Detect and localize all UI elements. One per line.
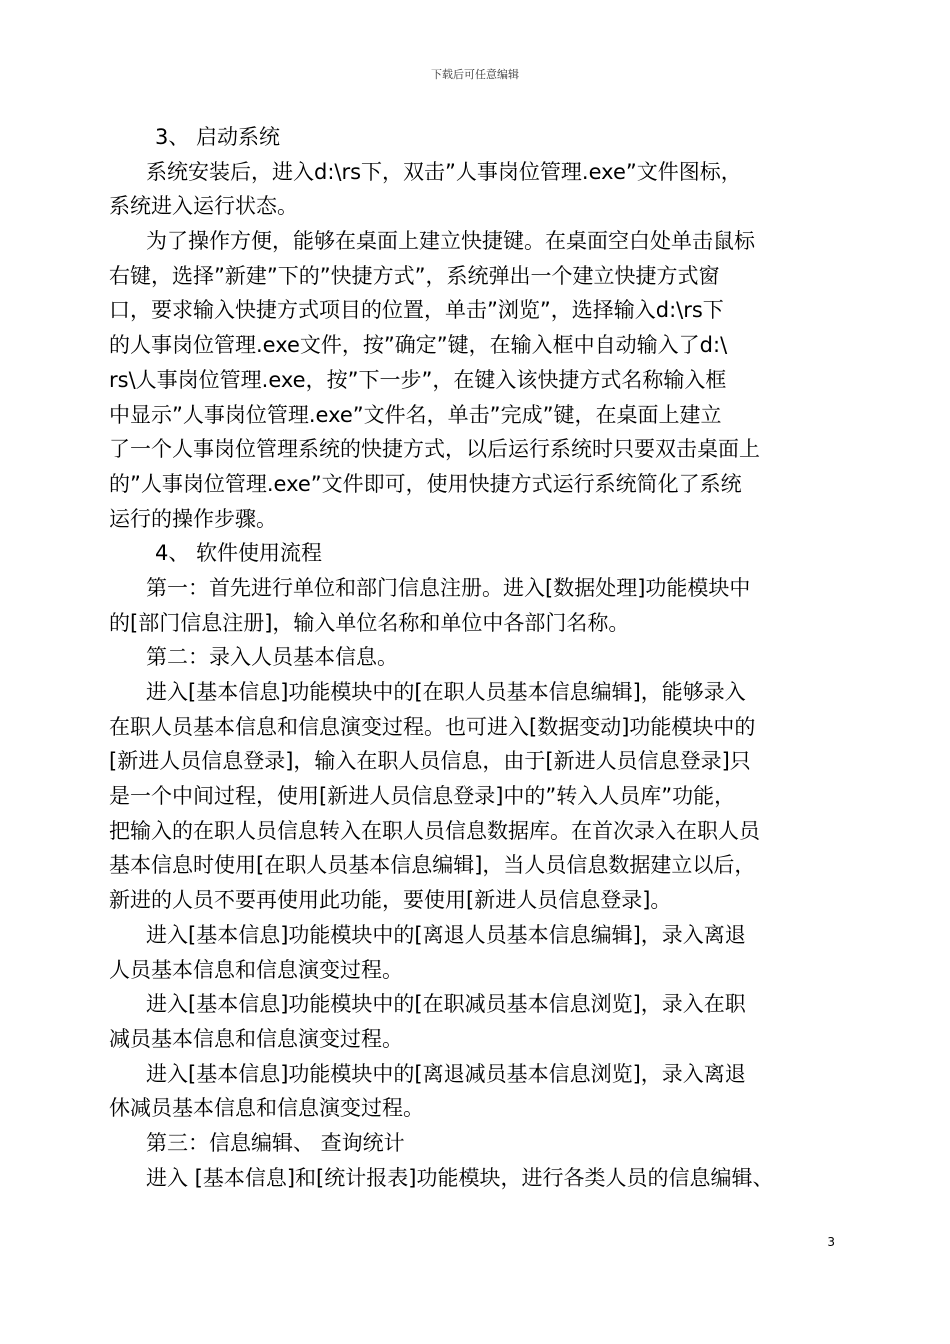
paragraph-line: 是一个中间过程，使用[新进人员信息登录]中的”转入人员库”功能， bbox=[109, 784, 736, 809]
paragraph-line: 系统进入运行状态。 bbox=[109, 194, 298, 219]
paragraph-line: rs\人事岗位管理.exe，按”下一步”，在键入该快捷方式名称输入框 bbox=[109, 367, 727, 392]
paragraph-line: 系统安装后，进入d:\rs下，双击”人事岗位管理.exe”文件图标， bbox=[146, 159, 742, 184]
page-header: 下载后可任意编辑 bbox=[431, 68, 519, 81]
paragraph-line: 第一：首先进行单位和部门信息注册。进入[数据处理]功能模块中 bbox=[146, 575, 751, 600]
paragraph-line: 休减员基本信息和信息演变过程。 bbox=[109, 1096, 424, 1121]
paragraph-line: 第二：录入人员基本信息。 bbox=[146, 645, 398, 670]
paragraph-line: 人员基本信息和信息演变过程。 bbox=[109, 957, 403, 982]
paragraph-line: 运行的操作步骤。 bbox=[109, 506, 277, 531]
paragraph-line: 进入[基本信息]功能模块中的[在职减员基本信息浏览]，录入在职 bbox=[146, 992, 746, 1017]
paragraph-line: 进入[基本信息]功能模块中的[离退减员基本信息浏览]，录入离退 bbox=[146, 1061, 746, 1086]
paragraph-line: 进入 [基本信息]和[统计报表]功能模块，进行各类人员的信息编辑、 bbox=[146, 1165, 774, 1190]
paragraph-line: 把输入的在职人员信息转入在职人员信息数据库。在首次录入在职人员 bbox=[109, 818, 760, 843]
page-number: 3 bbox=[827, 1235, 835, 1249]
paragraph-line: 了一个人事岗位管理系统的快捷方式，以后运行系统时只要双击桌面上 bbox=[109, 437, 760, 462]
paragraph-line: 减员基本信息和信息演变过程。 bbox=[109, 1026, 403, 1051]
paragraph-line: 口，要求输入快捷方式项目的位置，单击”浏览”，选择输入d:\rs下 bbox=[109, 298, 724, 323]
paragraph-line: 的人事岗位管理.exe文件，按”确定”键，在输入框中自动输入了d:\ bbox=[109, 333, 728, 358]
paragraph-line: 进入[基本信息]功能模块中的[离退人员基本信息编辑]，录入离退 bbox=[146, 922, 746, 947]
paragraph-line: 为了操作方便，能够在桌面上建立快捷键。在桌面空白处单击鼠标 bbox=[146, 229, 755, 254]
paragraph-line: 进入[基本信息]功能模块中的[在职人员基本信息编辑]，能够录入 bbox=[146, 680, 746, 704]
paragraph-line: 第三：信息编辑、 查询统计 bbox=[146, 1130, 405, 1155]
paragraph-line: 基本信息时使用[在职人员基本信息编辑]，当人员信息数据建立以后， bbox=[109, 853, 756, 878]
paragraph-line: 的”人事岗位管理.exe”文件即可，使用快捷方式运行系统简化了系统 bbox=[109, 471, 742, 496]
paragraph-line: [新进人员信息登录]，输入在职人员信息，由于[新进人员信息登录]只 bbox=[109, 749, 751, 774]
section-heading-4: 4、 软件使用流程 bbox=[155, 541, 323, 566]
paragraph-line: 的[部门信息注册]，输入单位名称和单位中各部门名称。 bbox=[109, 610, 630, 635]
document-body bbox=[109, 120, 839, 1195]
paragraph-line: 中显示”人事岗位管理.exe”文件名，单击”完成”键，在桌面上建立 bbox=[109, 402, 722, 427]
paragraph-line: 新进的人员不要再使用此功能，要使用[新进人员信息登录]。 bbox=[109, 888, 672, 913]
section-heading-3: 3、 启动系统 bbox=[155, 125, 281, 149]
paragraph-line: 在职人员基本信息和信息演变过程。也可进入[数据变动]功能模块中的 bbox=[109, 714, 756, 739]
paragraph-line: 右键，选择”新建”下的”快捷方式”，系统弹出一个建立快捷方式窗 bbox=[109, 263, 720, 288]
